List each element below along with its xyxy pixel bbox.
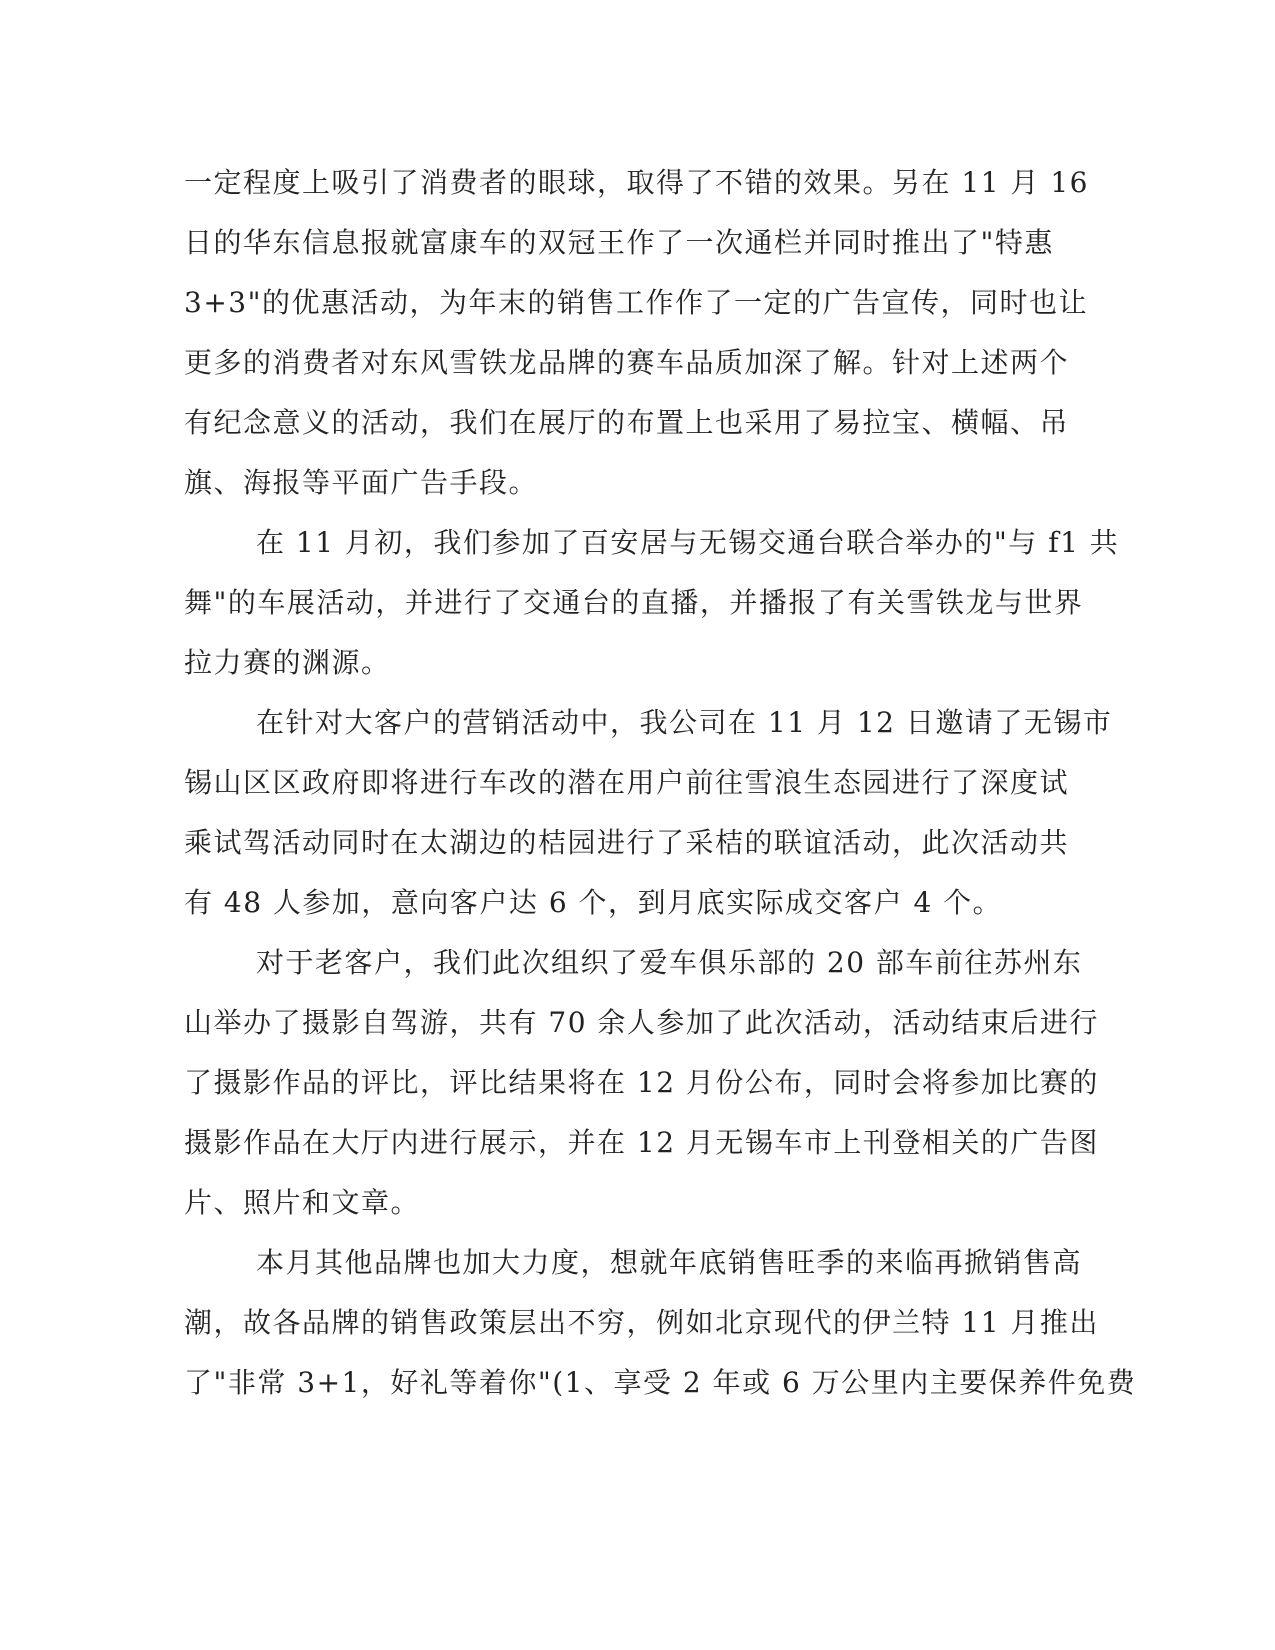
text-line: 日的华东信息报就富康车的双冠王作了一次通栏并同时推出了"特惠 <box>184 226 1054 259</box>
body-text <box>184 160 1137 1420</box>
text-line: 潮，故各品牌的销售政策层出不穷，例如北京现代的伊兰特 11 月推出 <box>184 1306 1099 1339</box>
text-line: 拉力赛的渊源。 <box>184 646 391 679</box>
text-line: 乘试驾活动同时在太湖边的桔园进行了采桔的联谊活动，此次活动共 <box>184 826 1070 859</box>
paragraph-start-line: 在 11 月初，我们参加了百安居与无锡交通台联合举办的"与 f1 共 <box>256 526 1120 559</box>
text-line: 山举办了摄影自驾游，共有 70 余人参加了此次活动，活动结束后进行 <box>184 1006 1099 1039</box>
paragraph-start-line: 对于老客户，我们此次组织了爱车俱乐部的 20 部车前往苏州东 <box>256 946 1083 979</box>
paragraph-start-line: 在针对大客户的营销活动中，我公司在 11 月 12 日邀请了无锡市 <box>256 706 1113 739</box>
text-line: 一定程度上吸引了消费者的眼球，取得了不错的效果。另在 11 月 16 <box>184 166 1089 199</box>
text-line: 摄影作品在大厅内进行展示，并在 12 月无锡车市上刊登相关的广告图 <box>184 1126 1099 1159</box>
text-line: 有纪念意义的活动，我们在展厅的布置上也采用了易拉宝、横幅、吊 <box>184 406 1070 439</box>
text-line: 了"非常 3+1，好礼等着你"(1、享受 2 年或 6 万公里内主要保养件免费 <box>184 1366 1137 1399</box>
text-line: 锡山区区政府即将进行车改的潜在用户前往雪浪生态园进行了深度试 <box>184 766 1070 799</box>
text-line: 舞"的车展活动，并进行了交通台的直播，并播报了有关雪铁龙与世界 <box>184 586 1084 619</box>
text-line: 3+3"的优惠活动，为年末的销售工作作了一定的广告宣传，同时也让 <box>184 286 1088 319</box>
text-line: 了摄影作品的评比，评比结果将在 12 月份公布，同时会将参加比赛的 <box>184 1066 1099 1099</box>
text-line: 更多的消费者对东风雪铁龙品牌的赛车品质加深了解。针对上述两个 <box>184 346 1070 379</box>
text-line: 旗、海报等平面广告手段。 <box>184 466 539 499</box>
paragraph-start-line: 本月其他品牌也加大力度，想就年底销售旺季的来临再掀销售高 <box>256 1246 1083 1279</box>
text-line: 片、照片和文章。 <box>184 1186 421 1219</box>
text-line: 有 48 人参加，意向客户达 6 个，到月底实际成交客户 4 个。 <box>184 886 1003 919</box>
